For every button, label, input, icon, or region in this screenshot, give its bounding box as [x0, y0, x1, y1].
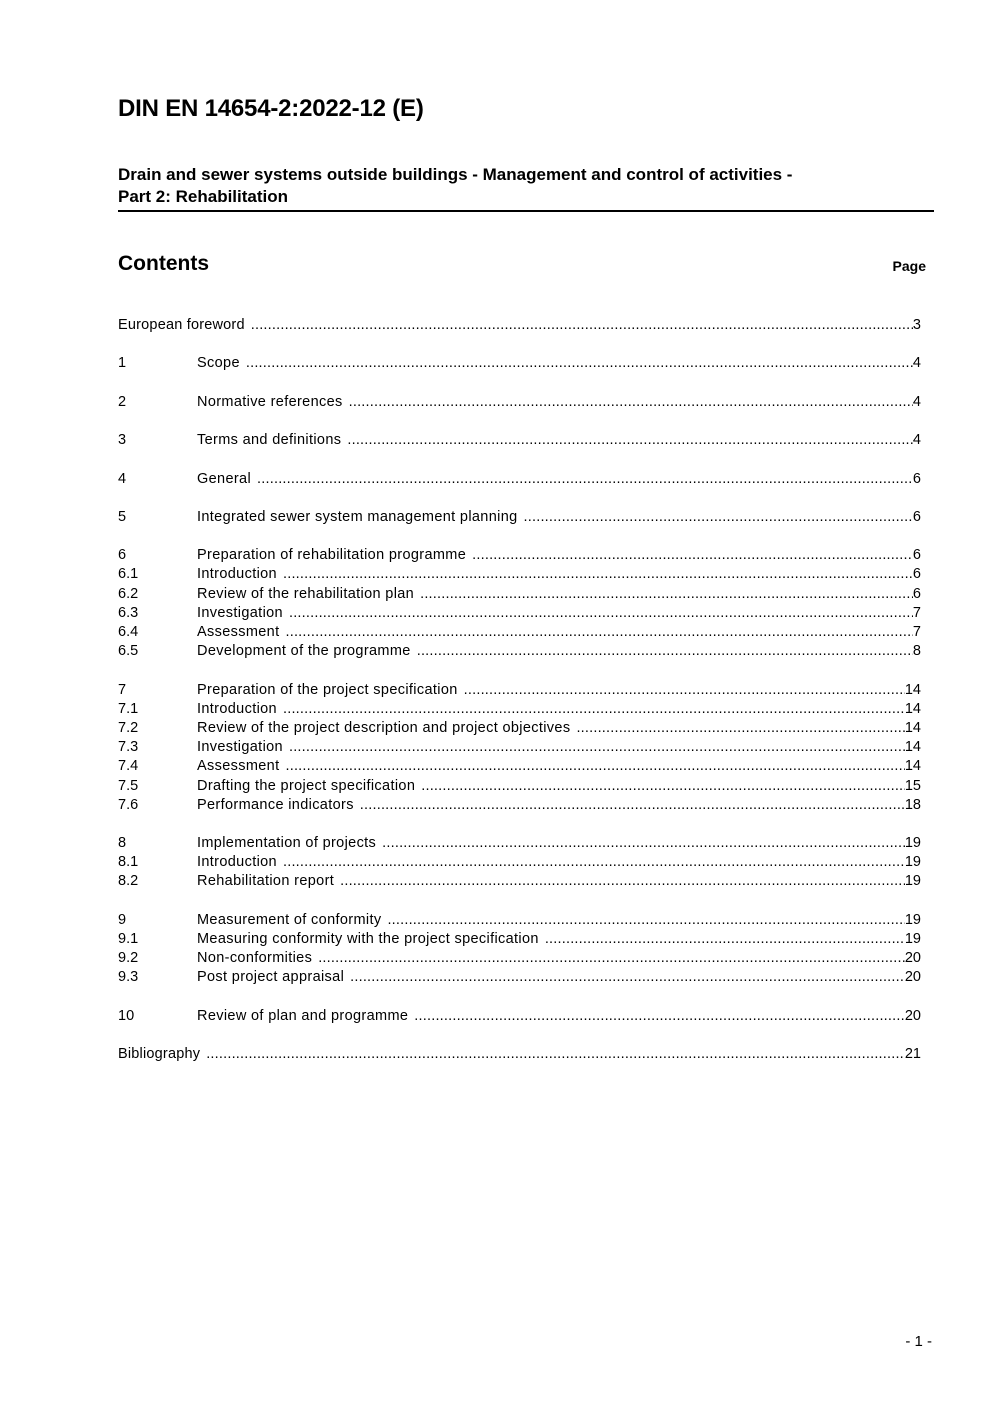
toc-entry-page: 6: [912, 508, 921, 525]
toc-dot-leader: [349, 393, 913, 412]
document-title: [118, 164, 934, 208]
toc-entry-6-5[interactable]: [118, 642, 921, 661]
toc-dot-leader: [340, 872, 905, 891]
toc-entry-number: 10: [118, 1007, 135, 1024]
toc-entry-label: Assessment: [197, 624, 280, 640]
toc-entry-number: 1: [118, 355, 127, 372]
toc-entry-label: Integrated sewer system management planning: [197, 508, 518, 525]
toc-dot-leader: [417, 642, 913, 661]
toc-dot-leader: [382, 834, 905, 853]
toc-entry-number: 3: [118, 432, 127, 449]
toc-entry-7[interactable]: [118, 681, 921, 700]
toc-entry-page: 21: [904, 1046, 921, 1063]
toc-entry-label: Preparation of the project specification: [197, 681, 458, 698]
toc-entry-number: 7: [118, 681, 127, 698]
toc-entry-label: Non-conformities: [197, 950, 313, 967]
toc-entry-page: 14: [904, 681, 921, 698]
page-number: - 1 -: [905, 1333, 932, 1350]
toc-entry-page: 14: [904, 739, 921, 756]
toc-entry-label: Investigation: [197, 739, 283, 756]
toc-dot-leader: [251, 316, 913, 335]
toc-entry-number: 6.2: [118, 585, 139, 602]
toc-entry-2[interactable]: [118, 393, 921, 412]
toc-entry-number: 7.6: [118, 796, 139, 813]
toc-entry-page: 14: [904, 700, 921, 717]
toc-entry-number: 9.1: [118, 931, 139, 947]
toc-entry-page: 4: [912, 355, 921, 372]
toc-entry-label: Development of the programme: [197, 643, 411, 660]
toc-dot-leader: [360, 796, 905, 815]
toc-entry-number: 5: [118, 508, 127, 525]
toc-dot-leader: [576, 719, 904, 738]
toc-entry-page: 7: [912, 624, 921, 640]
toc-dot-leader: [283, 700, 905, 719]
toc-dot-leader: [289, 604, 913, 623]
toc-dot-leader: [414, 1007, 905, 1026]
toc-entry-page: 6: [912, 585, 921, 602]
toc-entry-number: 7.3: [118, 739, 139, 756]
toc-dot-leader: [350, 968, 905, 987]
toc-dot-leader: [347, 431, 913, 450]
toc-entry-9-3[interactable]: [118, 968, 921, 987]
document-title-line-2: Part 2: Rehabilitation: [118, 187, 289, 206]
toc-entry-label: Terms and definitions: [197, 432, 342, 449]
toc-entry-page: 14: [904, 758, 921, 775]
toc-entry-page: 3: [912, 317, 921, 333]
toc-entry-label: Assessment: [197, 758, 280, 775]
toc-dot-leader: [283, 565, 913, 584]
contents-heading: Contents: [118, 252, 209, 275]
toc-entry-page: 7: [912, 604, 921, 621]
toc-entry-number: 9.3: [118, 969, 139, 986]
toc-dot-leader: [420, 585, 913, 604]
toc-entry-7-3[interactable]: [118, 738, 921, 757]
toc-entry-7-6[interactable]: [118, 796, 921, 815]
toc-entry-label: Drafting the project specification: [197, 777, 416, 794]
toc-entry-page: 6: [912, 566, 921, 583]
toc-entry-8[interactable]: [118, 834, 921, 853]
toc-dot-leader: [472, 546, 913, 565]
toc-entry-9[interactable]: [118, 911, 921, 930]
toc-entry-label: Scope: [197, 355, 240, 372]
toc-entry-number: 6.4: [118, 624, 139, 640]
toc-entry-6-1[interactable]: [118, 565, 921, 584]
toc-entry-label: Performance indicators: [197, 796, 354, 813]
toc-entry-page: 15: [904, 777, 921, 794]
toc-entry-label: Review of the project description and project objectives: [197, 719, 571, 736]
toc-entry-1[interactable]: [118, 354, 921, 373]
toc-dot-leader: [387, 911, 904, 930]
toc-entry-9-2[interactable]: [118, 949, 921, 968]
toc-entry-6-3[interactable]: [118, 604, 921, 623]
toc-entry-7-2[interactable]: [118, 719, 921, 738]
toc-entry-10[interactable]: [118, 1007, 921, 1026]
toc-entry-8-2[interactable]: [118, 872, 921, 891]
toc-entry-label: Introduction: [197, 566, 277, 583]
toc-entry-page: 19: [904, 911, 921, 928]
table-of-contents: [118, 316, 921, 1064]
toc-entry-number: 8.1: [118, 854, 139, 871]
toc-dot-leader: [318, 949, 905, 968]
toc-dot-leader: [285, 757, 904, 776]
toc-entry-number: 2: [118, 393, 127, 410]
toc-entry-number: 9.2: [118, 950, 139, 967]
toc-entry-label: Review of the rehabilitation plan: [197, 585, 415, 602]
page-column-heading: Page: [892, 258, 926, 274]
toc-entry-number: 6: [118, 547, 127, 564]
toc-dot-leader: [289, 738, 905, 757]
toc-entry-label: Bibliography: [118, 1046, 201, 1063]
toc-entry-label: Review of plan and programme: [197, 1007, 409, 1024]
toc-dot-leader: [421, 777, 905, 796]
toc-entry-label: Normative references: [197, 393, 343, 410]
toc-dot-leader: [464, 681, 905, 700]
toc-entry-page: 6: [912, 470, 921, 487]
toc-entry-number: 7.1: [118, 700, 139, 717]
toc-entry-6[interactable]: [118, 546, 921, 565]
toc-entry-page: 19: [904, 854, 921, 871]
toc-entry-number: 6.1: [118, 566, 139, 583]
toc-dot-leader: [285, 623, 912, 642]
document-identifier: DIN EN 14654-2:2022-12 (E): [118, 95, 424, 122]
document-title-line-1: Drain and sewer systems outside buildings - Management and control of activities -: [118, 165, 793, 184]
toc-entry-label: Implementation of projects: [197, 835, 377, 852]
toc-entry-number: 6.5: [118, 643, 139, 660]
toc-entry-page: 20: [904, 969, 921, 986]
toc-dot-leader: [206, 1045, 905, 1064]
toc-dot-leader: [257, 470, 913, 489]
toc-entry-8-1[interactable]: [118, 853, 921, 872]
toc-entry-page: 20: [904, 950, 921, 967]
toc-entry-bibliography[interactable]: [118, 1045, 921, 1064]
toc-entry-page: 19: [904, 931, 921, 947]
toc-entry-number: 4: [118, 470, 127, 487]
toc-entry-page: 19: [904, 835, 921, 852]
toc-entry-7-5[interactable]: [118, 777, 921, 796]
toc-entry-number: 9: [118, 911, 127, 928]
toc-entry-page: 18: [904, 796, 921, 813]
toc-entry-9-1[interactable]: [118, 930, 921, 949]
toc-entry-label: Measuring conformity with the project specification: [197, 931, 539, 947]
toc-entry-page: 4: [912, 432, 921, 449]
toc-entry-page: 4: [912, 393, 921, 410]
toc-entry-label: Introduction: [197, 700, 277, 717]
toc-dot-leader: [524, 508, 913, 527]
toc-entry-label: Preparation of rehabilitation programme: [197, 547, 467, 564]
toc-entry-page: 6: [912, 547, 921, 564]
toc-entry-label: Rehabilitation report: [197, 873, 335, 890]
toc-entry-number: 8.2: [118, 873, 139, 890]
toc-entry-4[interactable]: [118, 470, 921, 489]
toc-entry-number: 8: [118, 835, 127, 852]
toc-entry-european-foreword[interactable]: [118, 316, 921, 335]
toc-dot-leader: [545, 930, 905, 949]
toc-entry-number: 7.4: [118, 758, 139, 775]
toc-entry-label: European foreword: [118, 317, 245, 333]
toc-entry-label: Post project appraisal: [197, 969, 345, 986]
toc-entry-label: Introduction: [197, 854, 277, 871]
toc-entry-label: Measurement of conformity: [197, 911, 382, 928]
toc-entry-6-2[interactable]: [118, 585, 921, 604]
title-underline-rule: [118, 210, 934, 212]
toc-entry-page: 20: [904, 1007, 921, 1024]
toc-entry-5[interactable]: [118, 508, 921, 527]
toc-entry-7-4[interactable]: [118, 757, 921, 776]
toc-dot-leader: [283, 853, 905, 872]
toc-entry-number: 7.2: [118, 719, 139, 736]
toc-entry-3[interactable]: [118, 431, 921, 450]
toc-dot-leader: [246, 354, 913, 373]
toc-entry-label: Investigation: [197, 604, 283, 621]
toc-entry-page: 19: [904, 873, 921, 890]
toc-entry-number: 7.5: [118, 777, 139, 794]
toc-entry-page: 14: [904, 719, 921, 736]
toc-entry-number: 6.3: [118, 604, 139, 621]
toc-entry-label: General: [197, 470, 252, 487]
toc-entry-page: 8: [912, 643, 921, 660]
toc-entry-7-1[interactable]: [118, 700, 921, 719]
toc-entry-6-4[interactable]: [118, 623, 921, 642]
